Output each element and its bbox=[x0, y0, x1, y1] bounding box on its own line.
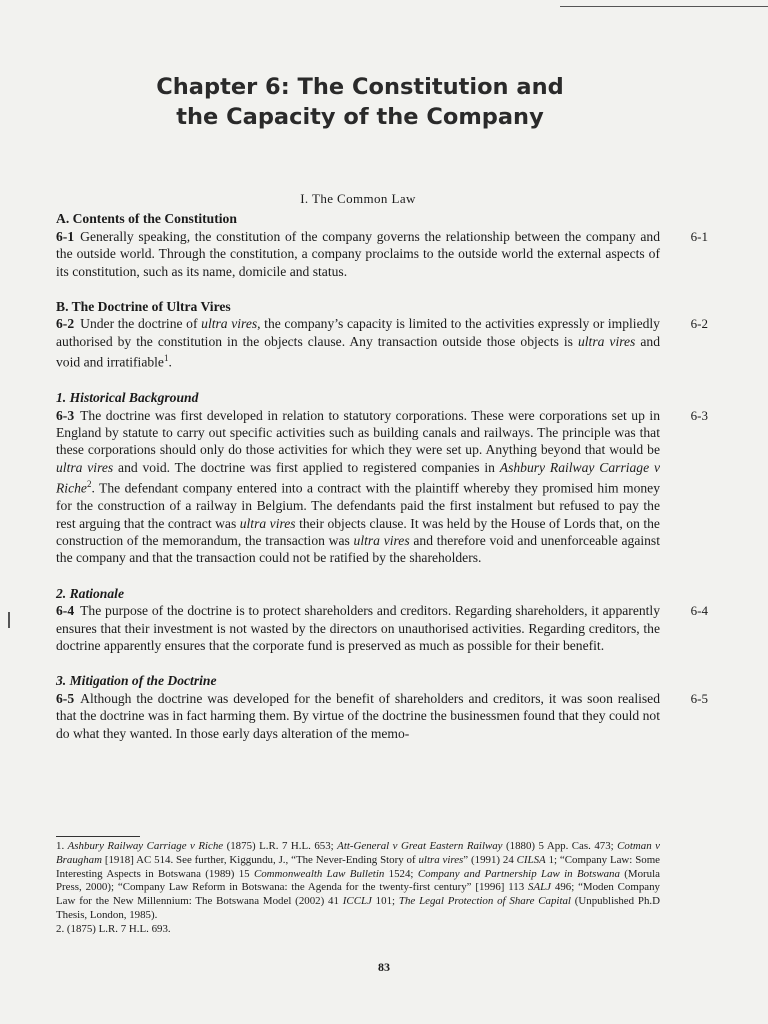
footnote-text: (Unpublished Ph.D Thesis, London, 1985). bbox=[56, 895, 660, 921]
paragraph-text: The purpose of the doctrine is to protect shareholders and creditors. Regarding shareholders, it apparently ensures that their investment is not wasted by the directors on unauthorised activities. Regarding creditors, the doctrine apparently ensures that the corporate fund is preserved as much as possible for their benefit. bbox=[56, 603, 660, 653]
paragraph-text: and therefore void and unenforceable against the company and that the transaction could not be ratified by the shareholders. bbox=[56, 532, 660, 566]
footnotes bbox=[56, 836, 660, 937]
citation: The Legal Protection of Share Capital bbox=[398, 895, 571, 908]
scan-edge-mark bbox=[8, 612, 10, 628]
paragraph-text: The doctrine was first developed in relation to statutory corporations. These were corporations set up in England by statute to carry out specific activities such as building canals and railways. The principle was that these corporations should only do those activities for which they were set up. Anything beyond that would be bbox=[56, 407, 660, 458]
citation: Cotman v Braugham bbox=[56, 840, 660, 866]
citation: Ashbury Railway Carriage v Riche bbox=[67, 840, 224, 852]
italic-term: ultra vires bbox=[201, 316, 258, 332]
paragraph-6-1 bbox=[56, 228, 708, 280]
italic-term: ultra vires bbox=[239, 515, 296, 531]
footnote-text: 1524; bbox=[384, 867, 418, 880]
paragraph-text: Although the doctrine was developed for the benefit of shareholders and creditors, it was soon realised that the doctrine was in fact harming them. By virtue of the doctrine the businessmen found that they could not do what they wanted. In those early days alteration of the memo- bbox=[56, 690, 660, 741]
footnote-ref-1: 1 bbox=[163, 353, 169, 364]
margin-number: 6-1 bbox=[690, 228, 708, 244]
chapter-title-line1: Chapter 6: The Constitution and bbox=[156, 74, 564, 100]
paragraph-text: and void. The doctrine was first applied to registered companies in bbox=[113, 459, 500, 475]
italic-term: ultra vires bbox=[577, 333, 636, 349]
paragraph-6-3 bbox=[56, 407, 708, 567]
top-rule bbox=[560, 6, 768, 7]
footnote-ref-2: 2 bbox=[86, 479, 92, 490]
paragraph-text: Under the doctrine of bbox=[80, 316, 202, 332]
section-heading-b: B. The Doctrine of Ultra Vires bbox=[56, 299, 231, 315]
paragraph-text: their objects clause. It was held by the House of Lords that, on the construction of the memorandum, the transaction was bbox=[56, 515, 660, 548]
paragraph-number: 6-3 bbox=[56, 407, 75, 423]
citation: ICCLJ bbox=[342, 895, 372, 908]
paragraph-number: 6-4 bbox=[56, 603, 75, 619]
margin-number: 6-3 bbox=[690, 407, 708, 423]
body-text bbox=[56, 190, 708, 742]
footnote-number: 1. bbox=[56, 840, 68, 852]
footnote-text: [1918] AC 514. See further, Kiggundu, J., “The Never-Ending Story of bbox=[101, 853, 419, 866]
subheading-historical-background: 1. Historical Background bbox=[56, 390, 199, 406]
paragraph-number: 6-1 bbox=[56, 228, 75, 244]
case-name: Ashbury Railway Carriage v Riche bbox=[56, 459, 661, 496]
citation: Att-General v Great Eastern Railway bbox=[337, 840, 503, 852]
paragraph-text: , the company’s capacity is limited to the activities expressly or impliedly authorised by the constitution in the objects clause. Any transaction outside those objects is bbox=[56, 316, 660, 349]
chapter-title bbox=[90, 72, 630, 132]
footnote-text: 1; “Company Law: Some Interesting Aspects in Botswana (1989) 15 bbox=[56, 853, 660, 880]
subheading-mitigation: 3. Mitigation of the Doctrine bbox=[56, 673, 217, 689]
subheading-rationale: 2. Rationale bbox=[56, 585, 124, 601]
footnote-text: (1875) L.R. 7 H.L. 653; bbox=[223, 840, 338, 852]
paragraph-text: and void and irratifiable bbox=[56, 333, 660, 370]
citation: Company and Partnership Law in Botswana bbox=[417, 867, 620, 880]
section-heading-a: A. Contents of the Constitution bbox=[56, 211, 237, 227]
footnote-2: 2. (1875) L.R. 7 H.L. 693. bbox=[56, 922, 171, 935]
italic-term: ultra vires bbox=[56, 459, 114, 475]
paragraph-text: . The defendant company entered into a contract with the plaintiff whereby they promised him money for the construction of a railway in Belgium. The defendants paid the first instalment but refused to pay the rest arguing that the contract was bbox=[56, 480, 660, 531]
footnote-text: 496; “Moden Company Law for the New Millennium: The Botswana Model (2002) 41 bbox=[56, 881, 660, 908]
footnote-text: ” (1991) 24 bbox=[463, 853, 517, 866]
margin-number: 6-2 bbox=[690, 316, 708, 332]
footnote-text: (1880) 5 App. Cas. 473; bbox=[502, 840, 618, 852]
paragraph-6-2 bbox=[56, 315, 708, 371]
citation: SALJ bbox=[528, 881, 552, 894]
paragraph-text: . bbox=[168, 354, 172, 370]
paragraph-6-4 bbox=[56, 602, 708, 654]
citation: ultra vires bbox=[418, 853, 464, 866]
chapter-title-line2: the Capacity of the Company bbox=[176, 104, 544, 130]
margin-number: 6-4 bbox=[690, 603, 708, 619]
footnote-text: (Morula Press, 2000); “Company Law Reform in Botswana: the Agenda for the twenty-first century” [1996] 113 bbox=[56, 867, 660, 894]
footnote-rule bbox=[56, 836, 140, 837]
paragraph-number: 6-2 bbox=[56, 316, 75, 332]
citation: Commonwealth Law Bulletin bbox=[253, 867, 385, 880]
footnote-1 bbox=[56, 840, 660, 923]
footnote-text: 101; bbox=[371, 895, 399, 908]
italic-term: ultra vires bbox=[353, 532, 410, 548]
page-number: 83 bbox=[378, 960, 390, 974]
paragraph-text: Generally speaking, the constitution of the company governs the relationship between the company and the outside world. Through the constitution, a company proclaims to the outside world the external aspects of its constitution, such as its name, domicile and status. bbox=[56, 228, 660, 279]
margin-number: 6-5 bbox=[690, 690, 708, 706]
paragraph-number: 6-5 bbox=[56, 690, 75, 706]
part-heading: I. The Common Law bbox=[300, 191, 416, 206]
paragraph-6-5 bbox=[56, 690, 708, 742]
citation: CILSA bbox=[516, 853, 546, 866]
